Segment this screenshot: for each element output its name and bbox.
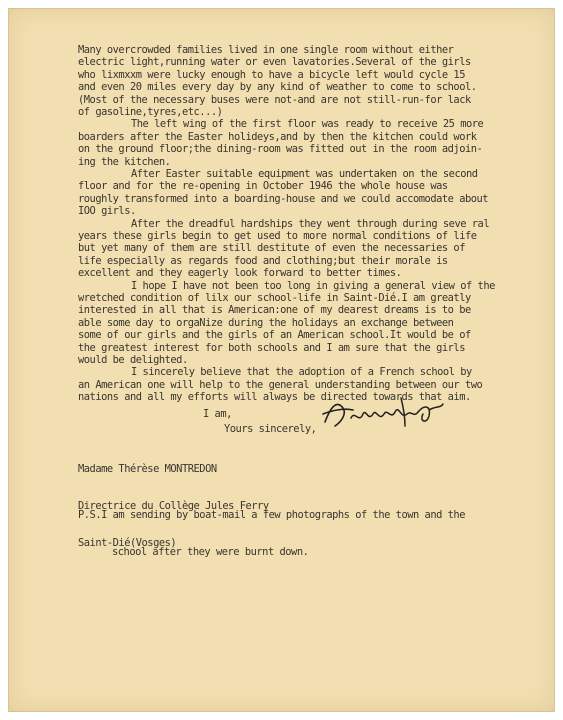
handwritten-signature — [321, 392, 446, 434]
letter-body — [8, 8, 495, 559]
postscript-line-2: school after they were burnt down. — [112, 546, 309, 559]
body-line: The left wing of the first floor was ready to receive 25 more — [131, 118, 484, 131]
body-line: years these girls begin to get used to more normal conditions of life — [78, 230, 477, 242]
body-line: of gasoline,tyres,etc...) — [78, 106, 223, 118]
body-line: After Easter suitable equipment was undertaken on the second — [131, 168, 478, 180]
body-line: an American one will help to the general understanding between our two — [78, 378, 483, 391]
body-line: boarders after the Easter holideys,and by then the kitchen could work — [78, 130, 477, 143]
body-line: roughly transformed into a boarding-house and we could accomodate about — [78, 192, 489, 205]
body-line: Many overcrowded families lived in one single room without either — [78, 44, 454, 56]
postscript — [78, 484, 465, 583]
body-line: electric light,running water or even lavatories.Several of the girls — [78, 56, 471, 69]
body-line: who lixmxxm were lucky enough to have a bicycle left would cycle 15 — [78, 68, 465, 81]
body-line: IOO girls. — [78, 205, 136, 218]
body-line: excellent and they eagerly look forward to better times. — [78, 267, 402, 280]
body-line: After the dreadful hardships they went through during seve ral — [131, 217, 490, 230]
body-line: wretched condition of lilx our school-life in Saint-Dié.I am greatly — [78, 292, 471, 304]
body-line: nations and all my efforts will always be directed towards that aim. — [78, 391, 471, 404]
signer-name: Madame Thérèse MONTREDON — [78, 462, 217, 475]
signature-drawing — [321, 392, 446, 434]
body-line: some of our girls and the girls of an American school.It would be of — [78, 329, 471, 342]
body-line: but yet many of them are still destitute of even the necessaries of — [78, 242, 465, 255]
body-line: (Most of the necessary buses were not-and are not still-run-for lack — [78, 93, 471, 106]
signer-title: Directrice du Collège Jules Ferry — [78, 500, 269, 513]
closing-i-am: I am, — [203, 408, 232, 420]
body-line: on the ground floor;the dining-room was fitted out in the room adjoin- — [78, 143, 483, 156]
body-line: the greatest interest for both schools and I am sure that the girls — [78, 341, 465, 354]
body-line: able some day to orgaNize during the holidays an exchange between — [78, 316, 454, 329]
closing-yours-sincerely: Yours sincerely, — [224, 423, 317, 435]
body-line: would be delighted. — [78, 354, 188, 366]
body-line: interested in all that is American:one of my dearest dreams is to be — [78, 304, 471, 317]
body-line: ing the kitchen. — [78, 155, 171, 168]
body-line: and even 20 miles every day by any kind of weather to come to school. — [78, 81, 477, 94]
body-line: floor and for the re-opening in October 1946 the whole house was — [78, 180, 448, 193]
body-line: I hope I have not been too long in giving a general view of the — [131, 279, 495, 292]
letter-page — [8, 8, 555, 712]
signer-location: Saint-Dié(Vosges) — [78, 537, 177, 550]
body-line: I sincerely believe that the adoption of a French school by — [131, 366, 472, 379]
postscript-line-1: P.S.I am sending by boat-mail a few photographs of the town and the — [78, 508, 465, 521]
body-line: life especially as regards food and clothing;but their morale is — [78, 254, 448, 267]
